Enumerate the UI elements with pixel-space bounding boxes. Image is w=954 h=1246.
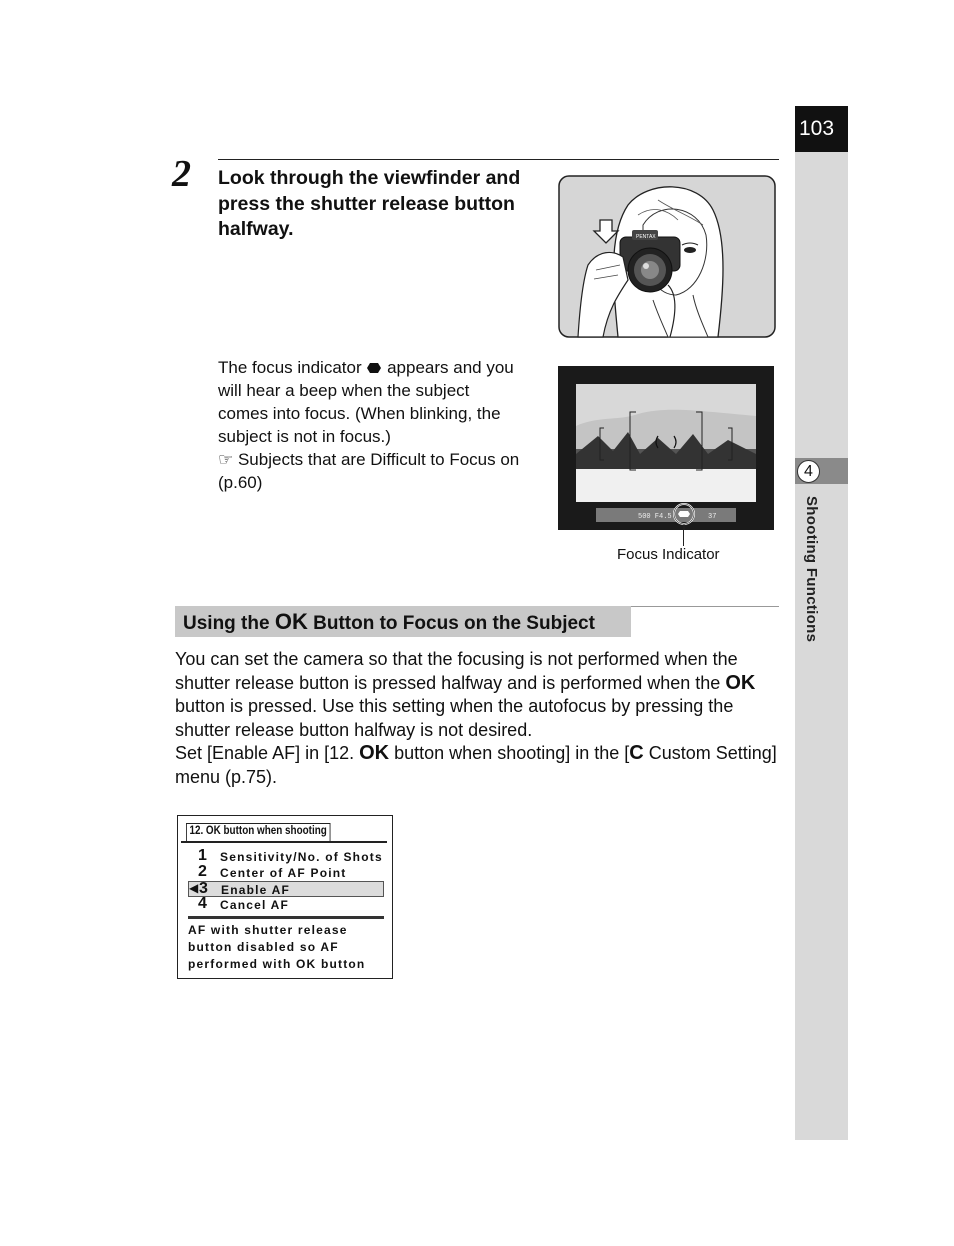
focus-indicator-icon (366, 362, 382, 374)
menu-item[interactable] (188, 865, 384, 881)
menu-screen (177, 815, 393, 979)
ok-button-symbol: OK (274, 609, 308, 634)
section-heading-suffix: Button to Focus on the Subject (307, 613, 595, 634)
step-divider (218, 159, 779, 160)
section-heading-prefix: Using the (183, 613, 275, 634)
section-body (175, 648, 779, 789)
body-p1-b: button is pressed. Use this setting when the autofocus by pressing the shutter release button halfway is not desired. (175, 696, 734, 740)
photographer-illustration (558, 175, 776, 338)
viewfinder-readout-right: 37 (708, 513, 717, 521)
focus-text-2: appears and you will hear a beep when the subject comes into focus. (When blinking, the subject is not in focus.) (218, 358, 514, 446)
menu-tab-title: 12. OK button when shooting (186, 823, 330, 842)
menu-item-selected[interactable] (188, 881, 384, 897)
focus-description (218, 356, 523, 494)
menu-item-label: Cancel AF (220, 898, 290, 912)
body-p2-c: Custom Setting] menu (p.75). (175, 743, 777, 787)
menu-item-number: 2 (198, 863, 207, 880)
menu-item-label: Sensitivity/No. of Shots (220, 850, 383, 864)
selection-arrow-icon: ◀ (189, 881, 200, 895)
caption-leader-line (683, 530, 684, 546)
viewfinder-caption: Focus Indicator (617, 546, 720, 563)
menu-item-number: 1 (198, 847, 207, 864)
step-title: Look through the viewfinder and press the shutter release button halfway. (218, 167, 521, 240)
menu-item-label: Center of AF Point (220, 866, 347, 880)
body-p2-b: button when shooting] in the [ (389, 743, 630, 763)
chapter-title: Shooting Functions (803, 496, 820, 643)
menu-separator (188, 916, 384, 919)
svg-text:PENTAX: PENTAX (636, 234, 656, 240)
focus-text-1: The focus indicator (218, 358, 367, 377)
chapter-number: 4 (797, 460, 820, 483)
menu-item[interactable] (188, 849, 384, 865)
menu-description: AF with shutter release button disabled so AF performed with OK button (188, 923, 366, 971)
step-number: 2 (172, 153, 191, 195)
menu-item-label: Enable AF (221, 883, 291, 897)
body-p2-a: Set [Enable AF] in [12. (175, 743, 360, 763)
section-heading (175, 606, 631, 637)
viewfinder-readout-left: 500 F4.5 (638, 513, 672, 521)
custom-setting-icon: C (629, 742, 644, 764)
ok-button-symbol: OK (725, 671, 756, 694)
viewfinder-illustration (558, 366, 774, 530)
ok-button-symbol: OK (359, 742, 390, 764)
menu-item-number: 3 (199, 880, 208, 897)
menu-item-number: 4 (198, 895, 207, 912)
page-number: 103 (795, 106, 848, 152)
menu-item[interactable] (188, 897, 384, 913)
reference-icon: ☞ (218, 450, 234, 469)
menu-tab-underline (181, 841, 387, 843)
reference-link: Subjects that are Difficult to Focus on (p.60) (218, 450, 520, 492)
body-p1-a: You can set the camera so that the focusing is not performed when the shutter release button is pressed halfway and is performed when the (175, 649, 738, 693)
